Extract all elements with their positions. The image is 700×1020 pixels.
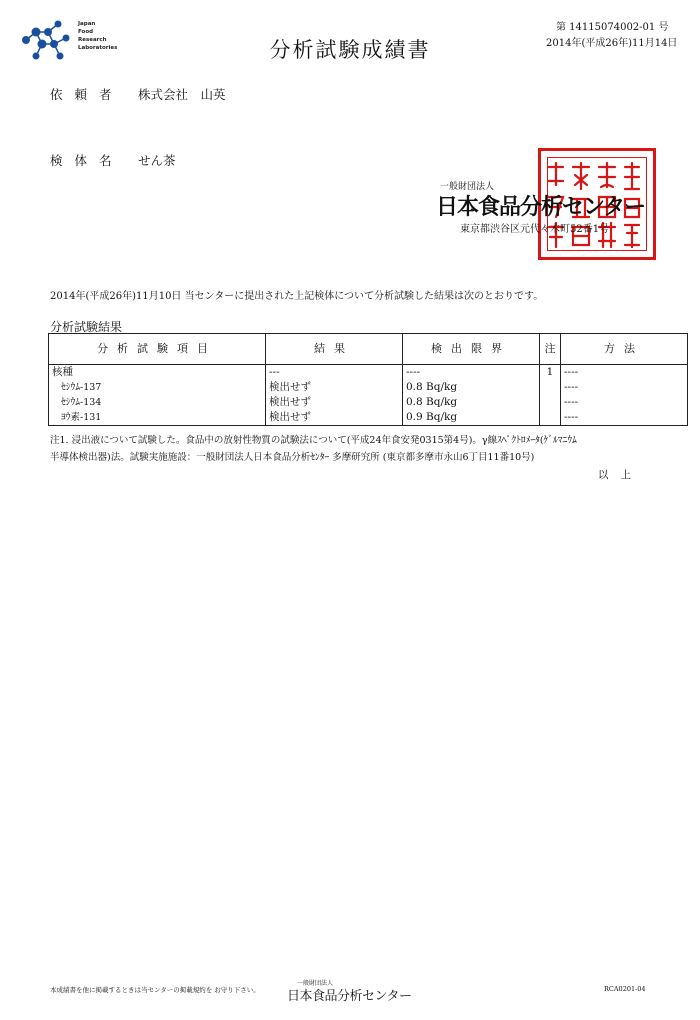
- table-row: [49, 365, 688, 381]
- sample-label: 検 体 名: [50, 153, 116, 168]
- footer-org-name: 日本食品分析センター: [287, 989, 412, 1004]
- results-heading: 分析試験結果: [50, 320, 123, 334]
- issuer-name: 日本食品分析センター: [436, 195, 646, 220]
- cell-result: ---: [266, 365, 403, 381]
- footer-legal-form: 一般財団法人: [297, 980, 334, 987]
- cell-item: ｾｼｳﾑ-134: [49, 395, 266, 410]
- cell-item: ｾｼｳﾑ-137: [49, 380, 266, 395]
- cell-note: [540, 380, 561, 395]
- cell-method: ----: [561, 380, 688, 395]
- cell-result: 検出せず: [266, 410, 403, 426]
- column-header-method: 方法: [561, 334, 688, 365]
- cell-limit: 0.8 Bq/kg: [403, 380, 540, 395]
- cell-limit: ----: [403, 365, 540, 381]
- table-row: [49, 380, 688, 395]
- footer-notice: 本成績書を他に掲載するときは当センターの掲載規約を お守り下さい。: [50, 986, 260, 994]
- table-header-row: [49, 334, 688, 365]
- document-title: 分析試験成績書: [269, 38, 431, 62]
- cell-limit: 0.9 Bq/kg: [403, 410, 540, 426]
- logo-line: Food: [78, 29, 94, 35]
- document-date: 2014年(平成26年)11月14日: [546, 38, 678, 49]
- results-table: [48, 333, 688, 426]
- cell-item: 核種: [49, 365, 266, 381]
- logo-line: Japan: [78, 21, 96, 27]
- cell-limit: 0.8 Bq/kg: [403, 395, 540, 410]
- footer-form-code: RCA0201-04: [604, 985, 646, 993]
- issuer-address: 東京都渋谷区元代々木町52番1号: [460, 224, 610, 235]
- cell-method: ----: [561, 410, 688, 426]
- column-header-note: 注: [540, 334, 561, 365]
- note-line-2: 半導体検出器)法。試験実施施設：一般財団法人日本食品分析ｾﾝﾀｰ 多摩研究所 (東京都多摩市永山6丁目11番10号): [50, 452, 535, 463]
- note-line-1: 注1. 浸出液について試験した。食品中の放射性物質の試験法について(平成24年食安発0315第4号)。γ線ｽﾍﾟｸﾄﾛﾒｰﾀ(ｹﾞﾙﾏﾆｳﾑ: [50, 435, 577, 446]
- cell-note: [540, 410, 561, 426]
- cell-method: ----: [561, 395, 688, 410]
- cell-result: 検出せず: [266, 380, 403, 395]
- cell-result: 検出せず: [266, 395, 403, 410]
- cell-note: 1: [540, 365, 561, 381]
- issuer-legal-form: 一般財団法人: [440, 182, 495, 192]
- column-header-result: 結果: [266, 334, 403, 365]
- cell-item: ﾖｳ素-131: [49, 410, 266, 426]
- logo-line: Laboratories: [78, 45, 118, 51]
- client-value: 株式会社 山英: [138, 87, 226, 102]
- sample-value: せん茶: [138, 153, 176, 168]
- column-header-item: 分析試験項目: [49, 334, 266, 365]
- intro-text: 2014年(平成26年)11月10日 当センターに提出された上記検体について分析試験した結果は次のとおりです。: [50, 291, 544, 302]
- client-label: 依 頼 者: [50, 87, 116, 102]
- cell-note: [540, 395, 561, 410]
- document-number: 第 14115074002-01 号: [556, 22, 669, 33]
- cell-method: ----: [561, 365, 688, 381]
- table-row: [49, 395, 688, 410]
- closing-mark: 以上: [598, 469, 643, 481]
- table-row: [49, 410, 688, 426]
- logo-line: Research: [78, 37, 107, 43]
- column-header-limit: 検出限界: [403, 334, 540, 365]
